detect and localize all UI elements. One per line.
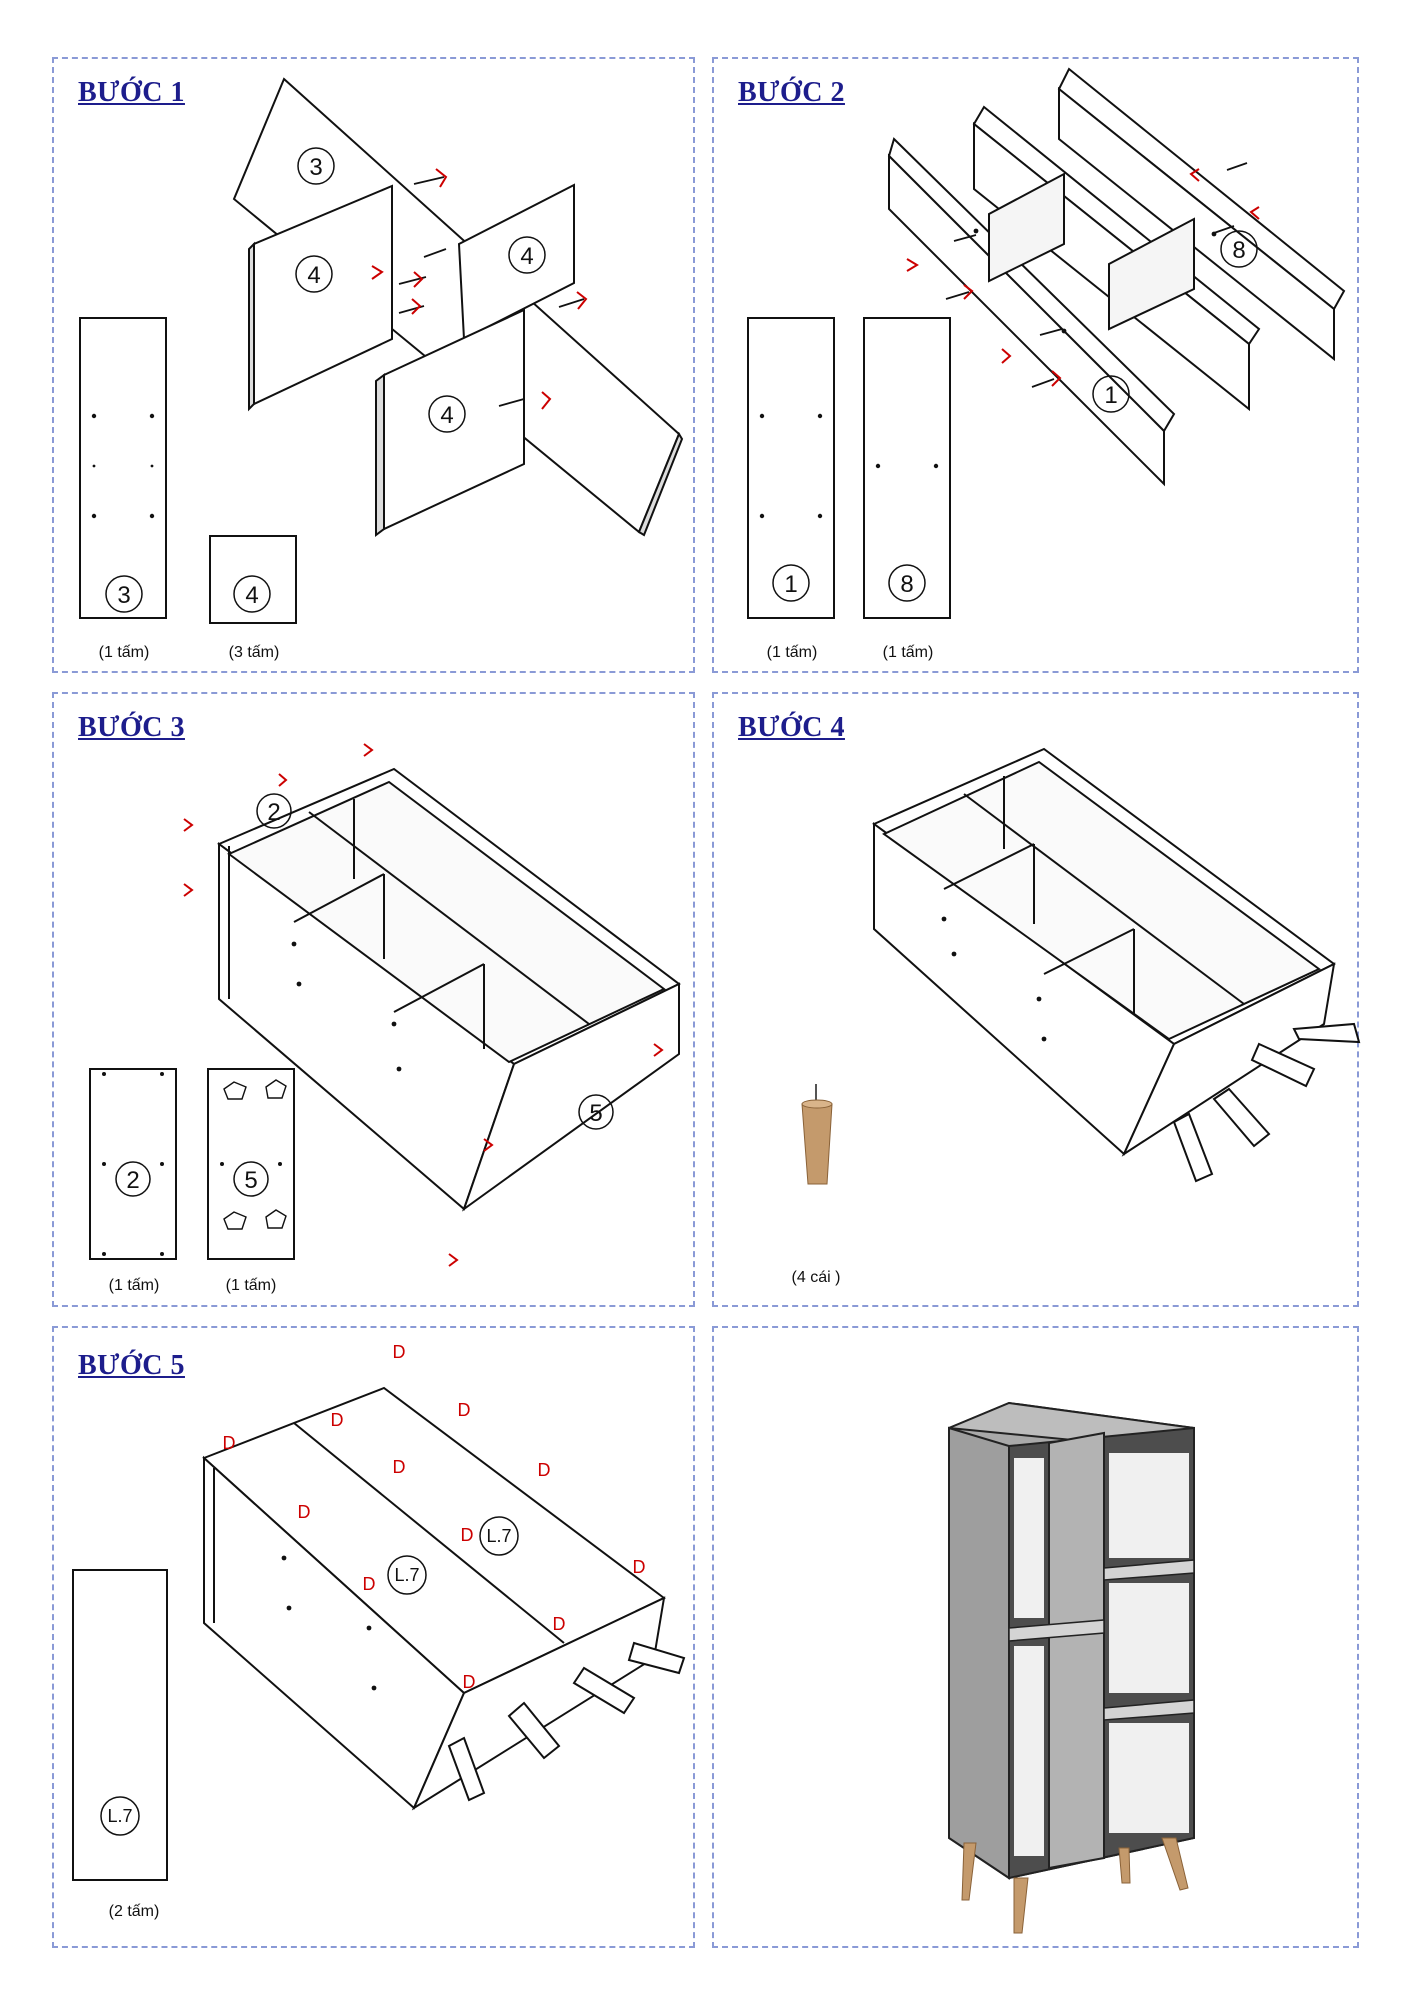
- part-2-label: 2: [267, 799, 281, 826]
- step-5-panel: [52, 1326, 695, 1948]
- part-8-label: 8: [900, 571, 914, 598]
- step-2-drawing: [714, 59, 1361, 675]
- screw-marker: D: [537, 1460, 551, 1480]
- step-1-panel: [52, 57, 695, 673]
- step-3-title: BƯỚC 3: [78, 712, 185, 743]
- part-5-label: 5: [589, 1100, 603, 1127]
- screw-marker: D: [362, 1574, 376, 1594]
- back-panel-label: L.7: [394, 1565, 420, 1585]
- part-5-quantity: (1 tấm): [225, 1277, 277, 1294]
- finished-product-panel: [712, 1326, 1359, 1948]
- part-4-label: 4: [520, 243, 534, 270]
- step-2-title: BƯỚC 2: [738, 77, 845, 108]
- part-8-quantity: (1 tấm): [882, 644, 934, 661]
- screw-marker: D: [462, 1672, 476, 1692]
- step-1-drawing: [54, 59, 697, 675]
- step-5-title: BƯỚC 5: [78, 1350, 185, 1381]
- screw-marker: D: [392, 1342, 406, 1362]
- step-5-drawing: [54, 1328, 697, 1950]
- screw-marker: D: [330, 1410, 344, 1430]
- screw-marker: D: [552, 1614, 566, 1634]
- leg-quantity: (4 cái ): [791, 1269, 841, 1286]
- finished-cabinet-image: [714, 1328, 1361, 1950]
- back-panel-quantity: (2 tấm): [108, 1903, 160, 1920]
- part-4-quantity: (3 tấm): [228, 644, 280, 661]
- screw-marker: D: [460, 1525, 474, 1545]
- part-8-label: 8: [1232, 237, 1246, 264]
- step-1-title: BƯỚC 1: [78, 77, 185, 108]
- screw-marker: D: [392, 1457, 406, 1477]
- part-3-quantity: (1 tấm): [98, 644, 150, 661]
- part-3-label: 3: [309, 154, 323, 181]
- screw-marker: D: [297, 1502, 311, 1522]
- part-4-label: 4: [245, 582, 259, 609]
- step-4-drawing: [714, 694, 1361, 1309]
- part-3-label: 3: [117, 582, 131, 609]
- part-5-label: 5: [244, 1167, 258, 1194]
- part-1-label: 1: [1104, 382, 1118, 409]
- part-1-quantity: (1 tấm): [766, 644, 818, 661]
- leg-image: [802, 1084, 832, 1184]
- part-2-quantity: (1 tấm): [108, 1277, 160, 1294]
- screw-marker: D: [632, 1557, 646, 1577]
- part-2-label: 2: [126, 1167, 140, 1194]
- step-3-drawing: [54, 694, 697, 1309]
- step-4-title: BƯỚC 4: [738, 712, 845, 743]
- back-panel-label: L.7: [107, 1806, 133, 1826]
- step-2-panel: [712, 57, 1359, 673]
- step-3-panel: [52, 692, 695, 1307]
- part-4-label: 4: [307, 262, 321, 289]
- screw-marker: D: [457, 1400, 471, 1420]
- screw-marker: D: [222, 1433, 236, 1453]
- part-4-label: 4: [440, 402, 454, 429]
- step-4-panel: [712, 692, 1359, 1307]
- part-1-label: 1: [784, 571, 798, 598]
- back-panel-label: L.7: [486, 1526, 512, 1546]
